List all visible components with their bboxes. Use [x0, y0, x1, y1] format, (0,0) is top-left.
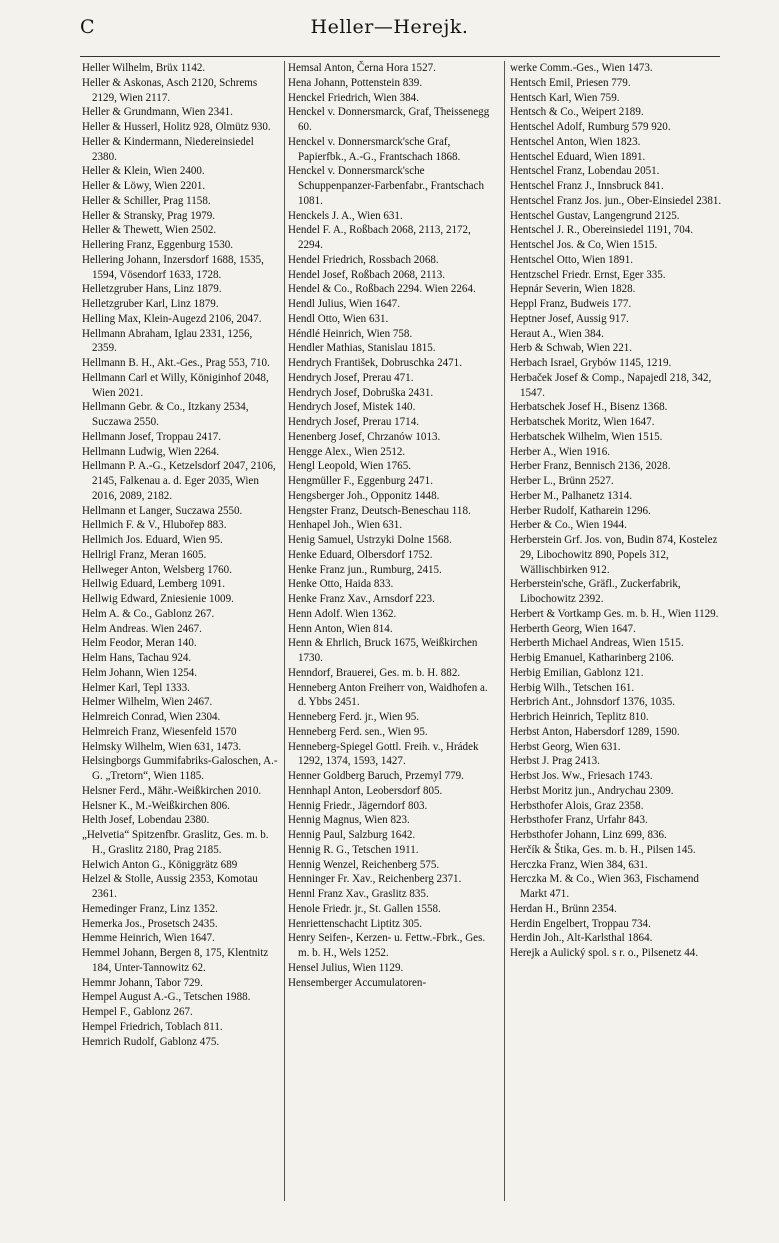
- directory-entry: Hena Johann, Pottenstein 839.: [288, 76, 423, 89]
- directory-entry: „Helvetia“ Spitzenfbr. Graslitz, Ges. m. b. H., Graslitz 2180, Prag 2185.: [82, 829, 269, 856]
- directory-entry: Herczka M. & Co., Wien 363, Fischamend Markt 471.: [510, 873, 699, 900]
- directory-entry: Herejk a Aulický spol. s r. o., Pilsenetz 44.: [510, 947, 699, 959]
- directory-entry: Herbert & Vortkamp Ges. m. b. H., Wien 1129.: [510, 607, 719, 620]
- directory-entry: Hempel August A.-G., Tetschen 1988.: [82, 991, 251, 1004]
- directory-entry: Hellmann P. A.-G., Ketzelsdorf 2047, 2106, 2145, Falkenau a. d. Eger 2035, Wien 2016, 2089, 2182.: [82, 460, 276, 502]
- directory-entry: Herbaček Josef & Comp., Napajedl 218, 342, 1547.: [510, 371, 712, 399]
- directory-entry: Hellwig Eduard, Lemberg 1091.: [82, 578, 226, 591]
- directory-entry: Henriettenschacht Liptitz 305.: [288, 917, 423, 930]
- directory-entry: Hentschel Otto, Wien 1891.: [510, 253, 633, 266]
- directory-entry: Herberstein Grf. Jos. von, Budin 874, Kostelez 29, Libochowitz 890, Popels 312, Wällischbirken 912.: [510, 534, 718, 576]
- directory-entry: Herdin Joh., Alt-Karlsthal 1864.: [510, 932, 653, 945]
- directory-entry: Helletzgruber Karl, Linz 1879.: [82, 298, 219, 310]
- directory-entry: Henckel Friedrich, Wien 384.: [288, 91, 419, 104]
- directory-entry: Herbst Jos. Ww., Friesach 1743.: [510, 770, 653, 782]
- directory-entry: Helling Max, Klein-Augezd 2106, 2047.: [82, 312, 262, 325]
- column-right: [510, 61, 722, 1201]
- directory-entry: Helzel & Stolle, Aussig 2353, Komotau 2361.: [82, 873, 258, 900]
- directory-entry: Hentschel J. R., Obereinsiedel 1191, 704.: [510, 224, 694, 237]
- directory-entry: Helmreich Conrad, Wien 2304.: [82, 711, 221, 723]
- directory-entry: Hellmann Abraham, Iglau 2331, 1256, 2359.: [82, 327, 253, 355]
- directory-entry: Hemme Heinrich, Wien 1647.: [82, 932, 215, 945]
- directory-entry: Hendrych František, Dobruschka 2471.: [288, 357, 462, 369]
- directory-entry: Henneberg Ferd. jr., Wien 95.: [288, 711, 420, 723]
- directory-entry: Helmer Karl, Tepl 1333.: [82, 681, 190, 694]
- directory-entry: Hendl Julius, Wien 1647.: [288, 298, 400, 310]
- header-rule: [80, 56, 720, 57]
- directory-entry: Henneberg Anton Freiherr von, Waidhofen a. d. Ybbs 2451.: [288, 681, 488, 709]
- directory-entry: Helwich Anton G., Königgrätz 689: [82, 858, 238, 871]
- directory-columns: [82, 61, 722, 1201]
- directory-entry: Henn Adolf. Wien 1362.: [288, 607, 397, 620]
- directory-entry: Helm Johann, Wien 1254.: [82, 666, 198, 679]
- directory-entry: Heraut A., Wien 384.: [510, 327, 604, 340]
- directory-entry: Heller & Grundmann, Wien 2341.: [82, 106, 233, 119]
- directory-entry: Hentschel Jos. & Co, Wien 1515.: [510, 239, 658, 251]
- directory-entry: Herbsthofer Alois, Graz 2358.: [510, 799, 644, 812]
- directory-entry: Helmsky Wilhelm, Wien 631, 1473.: [82, 740, 242, 753]
- column-divider: [284, 61, 285, 1201]
- directory-entry: Hepnár Severin, Wien 1828.: [510, 283, 636, 296]
- directory-entry: Helm Andreas. Wien 2467.: [82, 622, 202, 635]
- directory-entry: Hendel Josef, Roßbach 2068, 2113.: [288, 268, 445, 281]
- directory-entry: Hemedinger Franz, Linz 1352.: [82, 902, 218, 915]
- directory-entry: Hennl Franz Xav., Graslitz 835.: [288, 888, 429, 900]
- directory-entry: Hengsberger Joh., Opponitz 1448.: [288, 489, 440, 502]
- directory-entry: Herbatschek Moritz, Wien 1647.: [510, 416, 655, 428]
- directory-entry: Hentsch & Co., Weipert 2189.: [510, 106, 644, 119]
- directory-entry: Herbig Emanuel, Katharinberg 2106.: [510, 652, 674, 664]
- directory-entry: Hellmann B. H., Akt.-Ges., Prag 553, 710.: [82, 357, 270, 369]
- directory-entry: Helsner K., M.-Weißkirchen 806.: [82, 799, 230, 812]
- directory-entry: Hendler Mathias, Stanislau 1815.: [288, 342, 436, 355]
- directory-entry: Herčík & Štika, Ges. m. b. H., Pilsen 145.: [510, 843, 696, 856]
- directory-entry: Henndorf, Brauerei, Ges. m. b. H. 882.: [288, 666, 461, 679]
- directory-entry: Hendel & Co., Roßbach 2294. Wien 2264.: [288, 283, 476, 296]
- directory-entry: Henke Eduard, Olbersdorf 1752.: [288, 548, 433, 561]
- directory-entry: Henckel v. Donnersmarck'sche Graf, Papierfbk., A.-G., Frantschach 1868.: [288, 135, 461, 163]
- directory-entry: Hemmr Johann, Tabor 729.: [82, 976, 203, 989]
- directory-entry: Helth Josef, Lobendau 2380.: [82, 814, 210, 827]
- directory-entry: Hentsch Emil, Priesen 779.: [510, 76, 631, 89]
- directory-entry: Henckel v. Donnersmarck'sche Schuppenpanzer-Farbenfabr., Frantschach 1081.: [288, 165, 484, 207]
- directory-entry: Hempel Friedrich, Toblach 811.: [82, 1020, 223, 1033]
- directory-entry: Hellweger Anton, Welsberg 1760.: [82, 563, 232, 576]
- directory-entry: Hentschel Franz, Lobendau 2051.: [510, 165, 660, 178]
- directory-entry: Henneberg-Spiegel Gottl. Freih. v., Hrádek 1292, 1374, 1593, 1427.: [288, 740, 479, 768]
- directory-entry: Henckel v. Donnersmarck, Graf, Theissenegg 60.: [288, 106, 490, 133]
- directory-entry: Hensel Julius, Wien 1129.: [288, 961, 404, 974]
- directory-entry: Henole Friedr. jr., St. Gallen 1558.: [288, 902, 441, 915]
- page-header: [0, 10, 779, 42]
- directory-entry: Herbach Israel, Grybów 1145, 1219.: [510, 357, 672, 369]
- directory-entry: Henneberg Ferd. sen., Wien 95.: [288, 725, 428, 738]
- section-letter: C: [80, 16, 95, 38]
- directory-entry: Hellmann et Langer, Suczawa 2550.: [82, 504, 243, 517]
- directory-entry: Hentschel Eduard, Wien 1891.: [510, 150, 646, 163]
- directory-entry: Herberth Georg, Wien 1647.: [510, 622, 636, 635]
- page-title: Heller—Herejk.: [310, 16, 469, 38]
- directory-entry: Hensemberger Accumulatoren-: [288, 976, 427, 989]
- directory-entry: Henckels J. A., Wien 631.: [288, 209, 403, 222]
- directory-entry: Herbst J. Prag 2413.: [510, 755, 600, 768]
- directory-entry: Hemerka Jos., Prosetsch 2435.: [82, 917, 218, 930]
- directory-entry: Hendel Friedrich, Rossbach 2068.: [288, 253, 439, 266]
- directory-entry: Heller & Löwy, Wien 2201.: [82, 180, 206, 192]
- directory-entry: Heppl Franz, Budweis 177.: [510, 298, 632, 310]
- directory-entry: Hendrych Josef, Mistek 140.: [288, 401, 416, 414]
- directory-entry: Herbst Anton, Habersdorf 1289, 1590.: [510, 725, 680, 738]
- directory-entry: Hendrych Josef, Dobruška 2431.: [288, 386, 434, 399]
- directory-entry: Hellmann Gebr. & Co., Itzkany 2534, Suczawa 2550.: [82, 401, 249, 428]
- directory-entry: Helletzgruber Hans, Linz 1879.: [82, 283, 222, 296]
- directory-entry: Henhapel Joh., Wien 631.: [288, 519, 403, 532]
- directory-entry: Herbatschek Josef H., Bisenz 1368.: [510, 401, 668, 414]
- directory-entry: Helsingborgs Gummifabriks-Galoschen, A.-G. „Tretorn“, Wien 1185.: [82, 755, 278, 782]
- directory-entry: Hennig Magnus, Wien 823.: [288, 814, 410, 827]
- directory-entry: Hentschel Adolf, Rumburg 579 920.: [510, 121, 671, 133]
- directory-entry: Herdan H., Brünn 2354.: [510, 902, 617, 915]
- directory-entry: Herbig Wilh., Tetschen 161.: [510, 681, 635, 694]
- directory-entry: Herber Rudolf, Katharein 1296.: [510, 504, 651, 517]
- directory-entry: Hengl Leopold, Wien 1765.: [288, 460, 411, 473]
- directory-entry: Hennig Friedr., Jägerndorf 803.: [288, 799, 428, 812]
- directory-entry: Hellmann Carl et Willy, Königinhof 2048, Wien 2021.: [82, 371, 269, 399]
- directory-entry: Hendel F. A., Roßbach 2068, 2113, 2172, 2294.: [288, 224, 471, 251]
- directory-entry: werke Comm.-Ges., Wien 1473.: [510, 62, 653, 74]
- directory-entry: Herbrich Heinrich, Teplitz 810.: [510, 711, 649, 723]
- directory-entry: Hentschel Franz Jos. jun., Ober-Einsiedel 2381.: [510, 194, 722, 207]
- directory-entry: Helmreich Franz, Wiesenfeld 1570: [82, 725, 237, 738]
- directory-entry: Hendrych Josef, Prerau 471.: [288, 371, 414, 384]
- directory-entry: Hennig R. G., Tetschen 1911.: [288, 843, 419, 856]
- column-middle: [288, 61, 497, 1201]
- directory-entry: Hempel F., Gablonz 267.: [82, 1006, 193, 1018]
- directory-entry: Helm Hans, Tachau 924.: [82, 652, 192, 664]
- directory-entry: Hengster Franz, Deutsch-Beneschau 118.: [288, 504, 471, 517]
- directory-entry: Herber M., Palhanetz 1314.: [510, 489, 633, 502]
- directory-entry: Herbsthofer Johann, Linz 699, 836.: [510, 829, 667, 841]
- directory-entry: Hellering Franz, Eggenburg 1530.: [82, 239, 234, 251]
- directory-entry: Heller & Schiller, Prag 1158.: [82, 194, 211, 207]
- directory-entry: Herber Franz, Bennisch 2136, 2028.: [510, 460, 671, 473]
- directory-entry: Henry Seifen-, Kerzen- u. Fettw.-Fbrk., Ges. m. b. H., Wels 1252.: [288, 932, 486, 959]
- directory-entry: Hellmich F. & V., Hlubořep 883.: [82, 519, 227, 532]
- directory-entry: Herber A., Wien 1916.: [510, 445, 610, 458]
- directory-entry: Hengmüller F., Eggenburg 2471.: [288, 475, 433, 487]
- directory-entry: Herb & Schwab, Wien 221.: [510, 342, 633, 355]
- directory-entry: Heller Wilhelm, Brüx 1142.: [82, 62, 206, 74]
- directory-entry: Henner Goldberg Baruch, Przemyl 779.: [288, 770, 464, 782]
- directory-entry: Heller & Kindermann, Niedereinsiedel 2380.: [82, 135, 254, 163]
- directory-entry: Heller & Thewett, Wien 2502.: [82, 224, 217, 237]
- directory-entry: Heller & Askonas, Asch 2120, Schrems 2129, Wien 2117.: [82, 76, 258, 104]
- directory-entry: Helm A. & Co., Gablonz 267.: [82, 607, 215, 620]
- directory-entry: Herberth Michael Andreas, Wien 1515.: [510, 637, 684, 650]
- directory-entry: Herbig Emilian, Gablonz 121.: [510, 666, 644, 679]
- directory-entry: Hellrigl Franz, Meran 1605.: [82, 548, 207, 561]
- directory-entry: Herbst Georg, Wien 631.: [510, 740, 621, 753]
- directory-entry: Hellmann Josef, Troppau 2417.: [82, 430, 222, 443]
- directory-entry: Herber L., Brünn 2527.: [510, 475, 614, 487]
- directory-entry: Henig Samuel, Ustrzyki Dolne 1568.: [288, 534, 452, 546]
- directory-entry: Hengge Alex., Wien 2512.: [288, 445, 406, 458]
- directory-entry: Henn Anton, Wien 814.: [288, 622, 393, 635]
- directory-entry: Hendrych Josef, Prerau 1714.: [288, 416, 419, 428]
- directory-entry: Hentzschel Friedr. Ernst, Eger 335.: [510, 268, 666, 281]
- directory-entry: Héndlé Heinrich, Wien 758.: [288, 327, 413, 340]
- directory-entry: Hentschel Franz J., Innsbruck 841.: [510, 180, 664, 192]
- directory-entry: Heller & Klein, Wien 2400.: [82, 165, 205, 178]
- directory-entry: Helmer Wilhelm, Wien 2467.: [82, 696, 213, 709]
- column-divider: [504, 61, 505, 1201]
- directory-entry: Hellmich Jos. Eduard, Wien 95.: [82, 534, 223, 546]
- directory-entry: Henke Franz Xav., Arnsdorf 223.: [288, 593, 435, 605]
- directory-entry: Herbrich Ant., Johnsdorf 1376, 1035.: [510, 696, 676, 709]
- directory-entry: Heller & Husserl, Holitz 928, Olmütz 930.: [82, 121, 271, 133]
- directory-entry: Herbsthofer Franz, Urfahr 843.: [510, 814, 648, 827]
- directory-entry: Herbatschek Wilhelm, Wien 1515.: [510, 430, 663, 443]
- directory-entry: Henke Otto, Haida 833.: [288, 578, 394, 591]
- directory-entry: Hemsal Anton, Černa Hora 1527.: [288, 62, 436, 74]
- directory-entry: Herber & Co., Wien 1944.: [510, 519, 627, 532]
- directory-entry: Heller & Stransky, Prag 1979.: [82, 209, 216, 222]
- directory-entry: Helsner Ferd., Mähr.-Weißkirchen 2010.: [82, 784, 262, 797]
- directory-entry: Henke Franz jun., Rumburg, 2415.: [288, 563, 442, 576]
- directory-entry: Hellering Johann, Inzersdorf 1688, 1535, 1594, Vösendorf 1633, 1728.: [82, 253, 264, 281]
- directory-entry: Herberstein'sche, Gräfl., Zuckerfabrik, Libochowitz 2392.: [510, 578, 681, 605]
- directory-entry: Hellmann Ludwig, Wien 2264.: [82, 445, 220, 458]
- directory-entry: Heptner Josef, Aussig 917.: [510, 312, 629, 325]
- directory-entry: Herdin Engelbert, Troppau 734.: [510, 917, 651, 930]
- directory-entry: Herczka Franz, Wien 384, 631.: [510, 858, 648, 871]
- directory-entry: Helm Feodor, Meran 140.: [82, 637, 197, 650]
- directory-entry: Hendl Otto, Wien 631.: [288, 312, 389, 325]
- directory-entry: Henninger Fr. Xav., Reichenberg 2371.: [288, 873, 462, 886]
- directory-entry: Hemrich Rudolf, Gablonz 475.: [82, 1035, 220, 1048]
- column-left: [82, 61, 278, 1201]
- directory-entry: Hemmel Johann, Bergen 8, 175, Klentnitz 184, Unter-Tannowitz 62.: [82, 947, 269, 974]
- directory-entry: Henenberg Josef, Chrzanów 1013.: [288, 430, 441, 443]
- directory-entry: Hennig Paul, Salzburg 1642.: [288, 829, 416, 841]
- directory-entry: Hennig Wenzel, Reichenberg 575.: [288, 858, 440, 871]
- directory-entry: Henn & Ehrlich, Bruck 1675, Weißkirchen 1730.: [288, 637, 478, 664]
- directory-entry: Hentschel Anton, Wien 1823.: [510, 135, 641, 148]
- directory-entry: Hellwig Edward, Zniesienie 1009.: [82, 593, 234, 605]
- directory-entry: Hennhapl Anton, Leobersdorf 805.: [288, 784, 443, 797]
- directory-entry: Hentsch Karl, Wien 759.: [510, 91, 620, 104]
- directory-entry: Herbst Moritz jun., Andrychau 2309.: [510, 784, 674, 797]
- directory-entry: Hentschel Gustav, Langengrund 2125.: [510, 209, 680, 222]
